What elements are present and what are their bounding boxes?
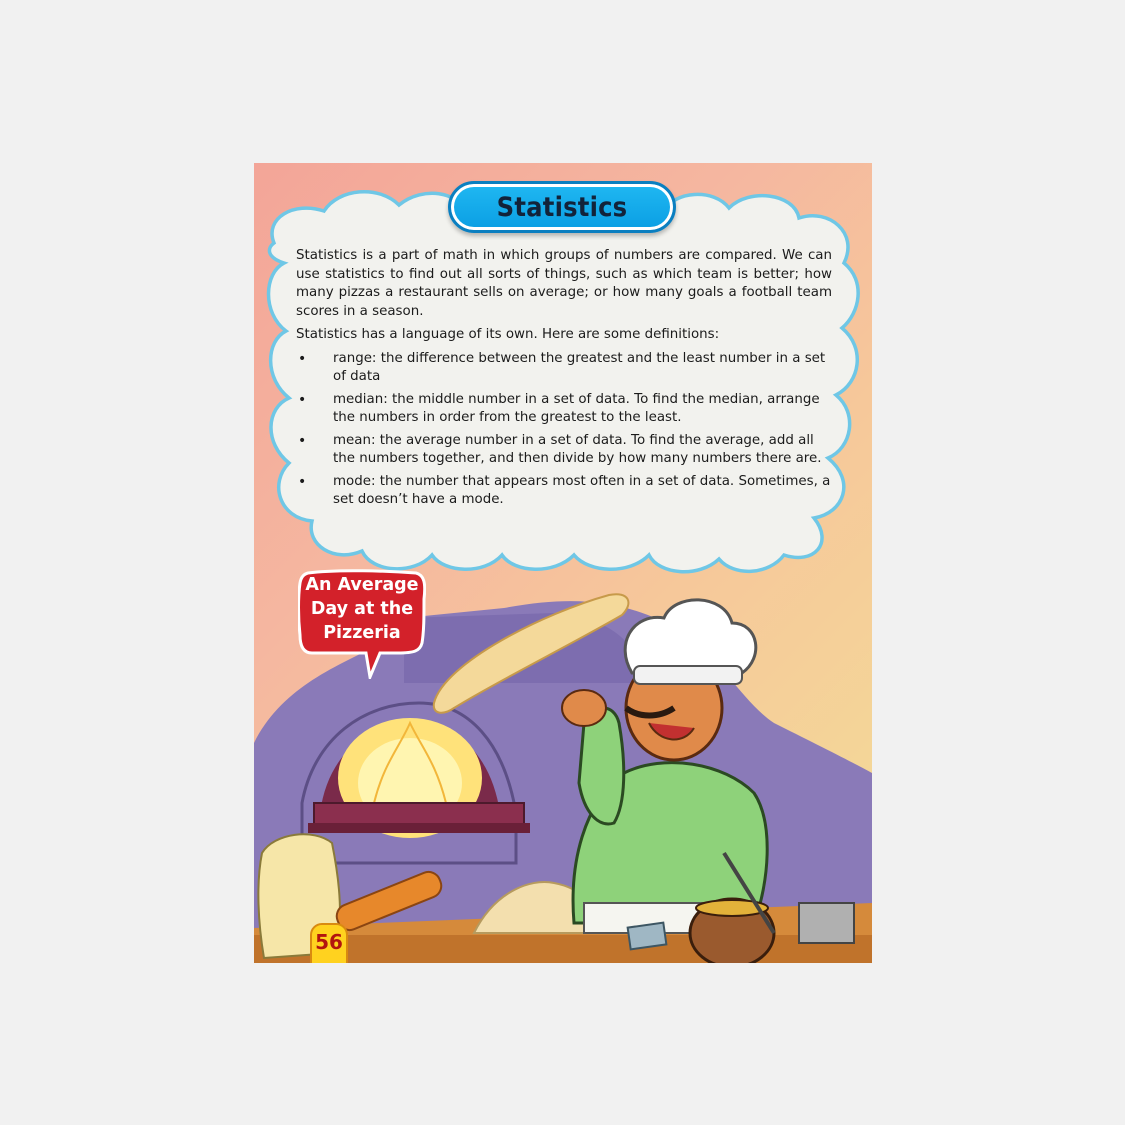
- title-banner: [448, 181, 676, 233]
- definitions-lead: Statistics has a language of its own. Here are some definitions:: [296, 327, 720, 342]
- bullet: •: [298, 473, 307, 490]
- bubble-line: Day at the: [310, 599, 414, 619]
- grater: [628, 923, 667, 950]
- page-number: 56: [310, 923, 348, 963]
- definition-item: • mode: the number that appears most often in a set of data. Sometimes, a set doesn’t have a mode.: [298, 473, 831, 507]
- bullet: •: [298, 350, 307, 367]
- definition-item: • median: the middle number in a set of data. To find the median, arrange the numbers in order from the greatest to the least.: [298, 391, 820, 425]
- knife-block: [799, 903, 854, 943]
- bullet: •: [298, 391, 307, 408]
- text-block: [296, 247, 832, 514]
- page-title: Statistics: [496, 191, 628, 223]
- definition-item: • range: the difference between the greatest and the least number in a set of data: [298, 350, 826, 384]
- intro-paragraph: Statistics is a part of math in which groups of numbers are compared. We can use statistics to find out all sorts of things, such as which team is better; how many pizzas a restaurant sells on average; or how many goals a football team scores in a season.: [296, 248, 832, 319]
- book-page: [254, 163, 872, 963]
- bubble-line: An Average: [305, 575, 419, 595]
- bubble-line: Pizzeria: [323, 623, 401, 643]
- chef-hat: [625, 600, 756, 673]
- definition-item: • mean: the average number in a set of data. To find the average, add all the numbers together, and then divide by how many numbers there are.: [298, 432, 822, 466]
- definitions-list: [296, 350, 832, 510]
- bullet: •: [298, 432, 307, 449]
- speech-bubble-text: [298, 569, 426, 649]
